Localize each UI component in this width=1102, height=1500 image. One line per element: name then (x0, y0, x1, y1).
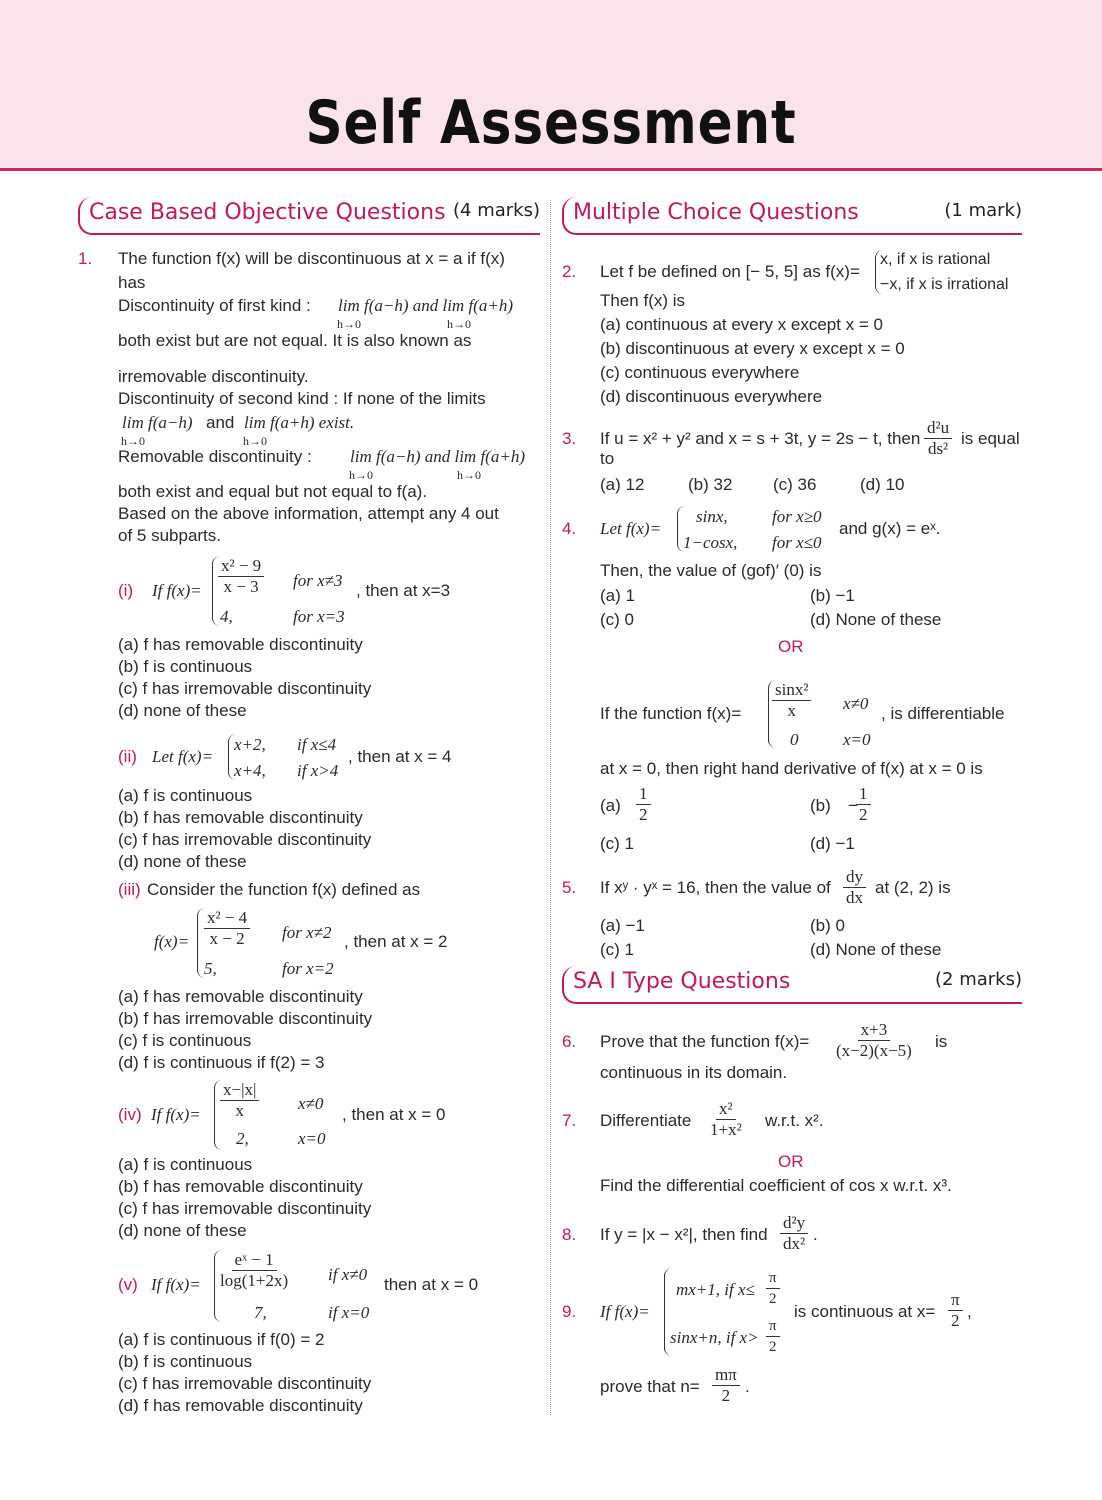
denominator: x (787, 701, 796, 720)
or-label: OR (778, 637, 804, 656)
numerator: x² − 4 (204, 908, 250, 929)
denominator: 2 (859, 805, 868, 824)
option: (c) f is continuous (118, 1031, 252, 1050)
question-number: 2. (562, 262, 577, 281)
limit-subscript: h→0 (457, 468, 481, 482)
fraction (948, 1290, 963, 1331)
option: (a) f is continuous if f(0) = 2 (118, 1330, 325, 1349)
option: (b) −1 (810, 586, 855, 605)
condition: if x>4 (297, 761, 339, 780)
subpart-label: (iv) (118, 1105, 142, 1124)
question-text: Find the differential coefficient of cos x w.r.t. x³. (600, 1176, 952, 1195)
section-marks: (2 marks) (935, 969, 1022, 990)
case-value: sinx+n, if x> (670, 1328, 759, 1347)
page-title: Self Assessment (305, 88, 797, 158)
fraction (856, 784, 871, 825)
condition: if x≠0 (328, 1265, 368, 1284)
question-text: both exist but are not equal. It is also known as (118, 331, 472, 350)
condition: x≠0 (298, 1094, 324, 1113)
question-text: Discontinuity of second kind : If none of the limits (118, 389, 486, 408)
subpart-label: (i) (118, 581, 134, 600)
subpart-label: (iii) (118, 880, 141, 899)
denominator: 2 (769, 1291, 777, 1307)
section-title: Case Based Objective Questions (89, 200, 446, 225)
question-tail: . (813, 1225, 818, 1244)
question-tail: then at x = 0 (384, 1275, 479, 1294)
section-title: SA I Type Questions (573, 969, 791, 994)
numerator: d²u (924, 418, 952, 439)
denominator: log(1+2x) (220, 1271, 289, 1290)
option: (a) f has removable discontinuity (118, 635, 363, 654)
case-value: x+4, (234, 761, 266, 780)
function-lead: Let f(x)= (152, 747, 214, 766)
case-value: 0 (790, 730, 799, 749)
denominator: ds² (927, 439, 949, 458)
question-text: Consider the function f(x) defined as (147, 880, 421, 899)
numerator: π (948, 1290, 963, 1311)
option: (c) f has irremovable discontinuity (118, 1374, 372, 1393)
case-value: 1−cosx, (683, 533, 738, 552)
denominator: 2 (721, 1386, 731, 1405)
option: (b) f is continuous (118, 657, 253, 676)
fraction (836, 1020, 912, 1061)
condition: for x≤0 (772, 533, 822, 552)
fraction (204, 908, 250, 949)
question-tail: , then at x = 0 (342, 1105, 446, 1124)
question-text: If xʸ · yˣ = 16, then the value of (600, 878, 831, 897)
question-text: Based on the above information, attempt any 4 out (118, 504, 499, 523)
limit-subscript: h→0 (121, 434, 145, 448)
question-text: If u = x² + y² and x = s + 3t, y = 2s − t, then (600, 429, 921, 448)
case-value: sinx, (696, 507, 728, 526)
function-lead: If f(x)= (600, 1302, 650, 1321)
option: (a) −1 (600, 916, 645, 935)
limit-subscript: h→0 (337, 317, 361, 331)
condition: for x=3 (293, 607, 345, 626)
numerator: dy (843, 867, 866, 888)
function-lead: Let f(x)= (600, 519, 662, 538)
option: (c) 36 (773, 475, 817, 494)
denominator: x − 3 (223, 577, 259, 596)
option: (d) None of these (810, 940, 942, 959)
option: (d) none of these (118, 1221, 247, 1240)
question-text: Then, the value of (gof)′ (0) is (600, 561, 822, 580)
function-lead: f(x)= (154, 932, 190, 951)
limit-expression: lim f(a−h) and lim f(a+h) (350, 447, 525, 466)
fraction (924, 418, 952, 459)
condition: x=0 (298, 1129, 326, 1148)
numerator: x+3 (858, 1020, 891, 1041)
question-text: to (600, 449, 615, 468)
option: (d) −1 (810, 834, 855, 853)
definition-label: Discontinuity of first kind : (118, 296, 311, 315)
option: (d) f has removable discontinuity (118, 1396, 363, 1415)
denominator: 2 (639, 805, 648, 824)
denominator: 2 (769, 1339, 777, 1355)
numerator: π (766, 1268, 780, 1289)
question-text: Then f(x) is (600, 291, 686, 310)
question-text: both exist and equal but not equal to f(a). (118, 482, 428, 501)
question-tail: . (745, 1377, 750, 1396)
condition: for x≠2 (282, 923, 332, 942)
fraction (780, 1213, 808, 1254)
denominator: dx² (783, 1234, 806, 1253)
question-text: at x = 0, then right hand derivative of f(x) at x = 0 is (600, 759, 983, 778)
fraction (766, 1268, 780, 1309)
definition-label: Removable discontinuity : (118, 447, 312, 466)
case-value: −x, if x is irrational (880, 276, 1009, 293)
question-text: irremovable discontinuity. (118, 367, 309, 386)
case-value: 2, (236, 1129, 249, 1148)
option: (b) 32 (688, 475, 733, 494)
condition: for x≥0 (772, 507, 822, 526)
question-tail: is equal (961, 429, 1020, 448)
option: (b) (810, 796, 831, 815)
fraction (218, 556, 264, 597)
option: (d) 10 (860, 475, 905, 494)
question-text: The function f(x) will be discontinuous at x = a if f(x) (118, 249, 505, 268)
section-heading-mcq (562, 197, 1022, 235)
question-text: continuous in its domain. (600, 1063, 788, 1082)
numerator: 1 (636, 784, 651, 805)
limit-expression: lim f(a+h) exist. (244, 413, 355, 432)
question-text: Prove that the function f(x)= (600, 1032, 810, 1051)
option: (c) continuous everywhere (600, 363, 800, 382)
limit-subscript: h→0 (243, 434, 267, 448)
numerator: x−|x| (220, 1080, 259, 1101)
condition: if x≤4 (297, 735, 337, 754)
question-number: 4. (562, 519, 577, 538)
question-text: has (118, 273, 146, 292)
fraction (772, 680, 811, 721)
question-number: 6. (562, 1032, 577, 1051)
option: (c) 1 (600, 834, 634, 853)
case-value: 7, (254, 1303, 267, 1322)
condition: x=0 (843, 730, 871, 749)
case-value: 5, (204, 959, 217, 978)
numerator: d²y (780, 1213, 808, 1234)
option: (a) (600, 796, 621, 815)
option: (b) f has removable discontinuity (118, 808, 363, 827)
numerator: mπ (712, 1365, 740, 1386)
function-lead: If f(x)= (152, 581, 202, 600)
denominator: 2 (951, 1311, 960, 1330)
option: (b) f has removable discontinuity (118, 1177, 363, 1196)
question-text: Let f be defined on [− 5, 5] as f(x)= (600, 262, 860, 281)
question-text: is continuous at x= (794, 1302, 936, 1321)
subpart-label: (v) (118, 1275, 138, 1294)
option: (b) discontinuous at every x except x = 0 (600, 339, 905, 358)
function-lead: If f(x)= (151, 1105, 201, 1124)
section-title: Multiple Choice Questions (573, 200, 859, 225)
question-text: Differentiate (600, 1111, 692, 1130)
option: (c) f has irremovable discontinuity (118, 1199, 372, 1218)
option: (c) 0 (600, 610, 634, 629)
option: (c) 1 (600, 940, 634, 959)
section-heading-case-based (78, 197, 540, 235)
option: (a) 12 (600, 475, 645, 494)
denominator: 1+x² (710, 1120, 742, 1139)
question-text: If y = |x − x²|, then find (600, 1225, 768, 1244)
numerator: eˣ − 1 (232, 1250, 277, 1271)
limit-expression: lim f(a−h) (122, 413, 193, 432)
section-marks: (4 marks) (453, 200, 540, 221)
option: (d) None of these (810, 610, 942, 629)
question-tail: and g(x) = eˣ. (839, 519, 941, 538)
question-number: 7. (562, 1111, 577, 1130)
option: (b) f is continuous (118, 1352, 253, 1371)
fraction (220, 1080, 259, 1121)
question-tail: is (935, 1032, 948, 1051)
denominator: dx (846, 888, 863, 907)
question-number: 8. (562, 1225, 577, 1244)
case-value: 4, (220, 607, 233, 626)
question-text: and (206, 413, 235, 432)
question-tail: , then at x=3 (356, 581, 451, 600)
condition: if x=0 (328, 1303, 370, 1322)
denominator: (x−2)(x−5) (836, 1041, 912, 1060)
option: (d) none of these (118, 852, 247, 871)
option: (b) 0 (810, 916, 845, 935)
option: (a) f is continuous (118, 786, 253, 805)
fraction (220, 1250, 288, 1291)
question-text: of 5 subparts. (118, 526, 222, 545)
question-tail: , then at x = 4 (348, 747, 452, 766)
numerator: sinx² (772, 680, 811, 701)
case-value: x+2, (234, 735, 266, 754)
limit-expression: lim f(a−h) and lim f(a+h) (338, 296, 513, 315)
subpart-label: (ii) (118, 747, 137, 766)
question-number: 1. (78, 249, 93, 268)
fraction (710, 1099, 742, 1140)
case-value: x, if x is rational (880, 251, 991, 268)
question-tail: , then at x = 2 (344, 932, 448, 951)
limit-subscript: h→0 (349, 468, 373, 482)
option: (b) f has irremovable discontinuity (118, 1009, 373, 1028)
function-lead: If f(x)= (151, 1275, 201, 1294)
question-tail: at (2, 2) is (875, 878, 951, 897)
option: (d) f is continuous if f(2) = 3 (118, 1053, 325, 1072)
option: (d) discontinuous everywhere (600, 387, 823, 406)
or-label: OR (778, 1152, 804, 1171)
question-number: 3. (562, 429, 577, 448)
option: (a) f is continuous (118, 1155, 253, 1174)
numerator: 1 (856, 784, 871, 805)
question-tail: , (967, 1302, 972, 1321)
section-marks: (1 mark) (944, 200, 1022, 221)
option: (a) f has removable discontinuity (118, 987, 363, 1006)
fraction (712, 1365, 740, 1406)
question-number: 9. (562, 1302, 577, 1321)
limit-subscript: h→0 (447, 317, 471, 331)
fraction (636, 784, 651, 825)
column-divider (550, 200, 551, 1415)
question-text: If the function f(x)= (600, 704, 742, 723)
condition: for x=2 (282, 959, 334, 978)
option: (a) 1 (600, 586, 635, 605)
case-value: mx+1, if x≤ (676, 1280, 755, 1299)
numerator: π (766, 1316, 780, 1337)
question-tail: w.r.t. x². (765, 1111, 824, 1130)
minus-sign: − (848, 796, 858, 815)
option: (d) none of these (118, 701, 247, 720)
section-heading-sa (562, 966, 1022, 1004)
numerator: x² (716, 1099, 736, 1120)
option: (a) continuous at every x except x = 0 (600, 315, 884, 334)
denominator: x − 2 (209, 929, 245, 948)
option: (c) f has irremovable discontinuity (118, 830, 372, 849)
question-text: prove that n= (600, 1377, 700, 1396)
option: (c) f has irremovable discontinuity (118, 679, 372, 698)
fraction (766, 1316, 780, 1357)
denominator: x (235, 1101, 244, 1120)
condition: x≠0 (843, 694, 869, 713)
question-number: 5. (562, 878, 577, 897)
condition: for x≠3 (293, 571, 343, 590)
numerator: x² − 9 (218, 556, 264, 577)
fraction (843, 867, 866, 908)
question-tail: , is differentiable (881, 704, 1005, 723)
